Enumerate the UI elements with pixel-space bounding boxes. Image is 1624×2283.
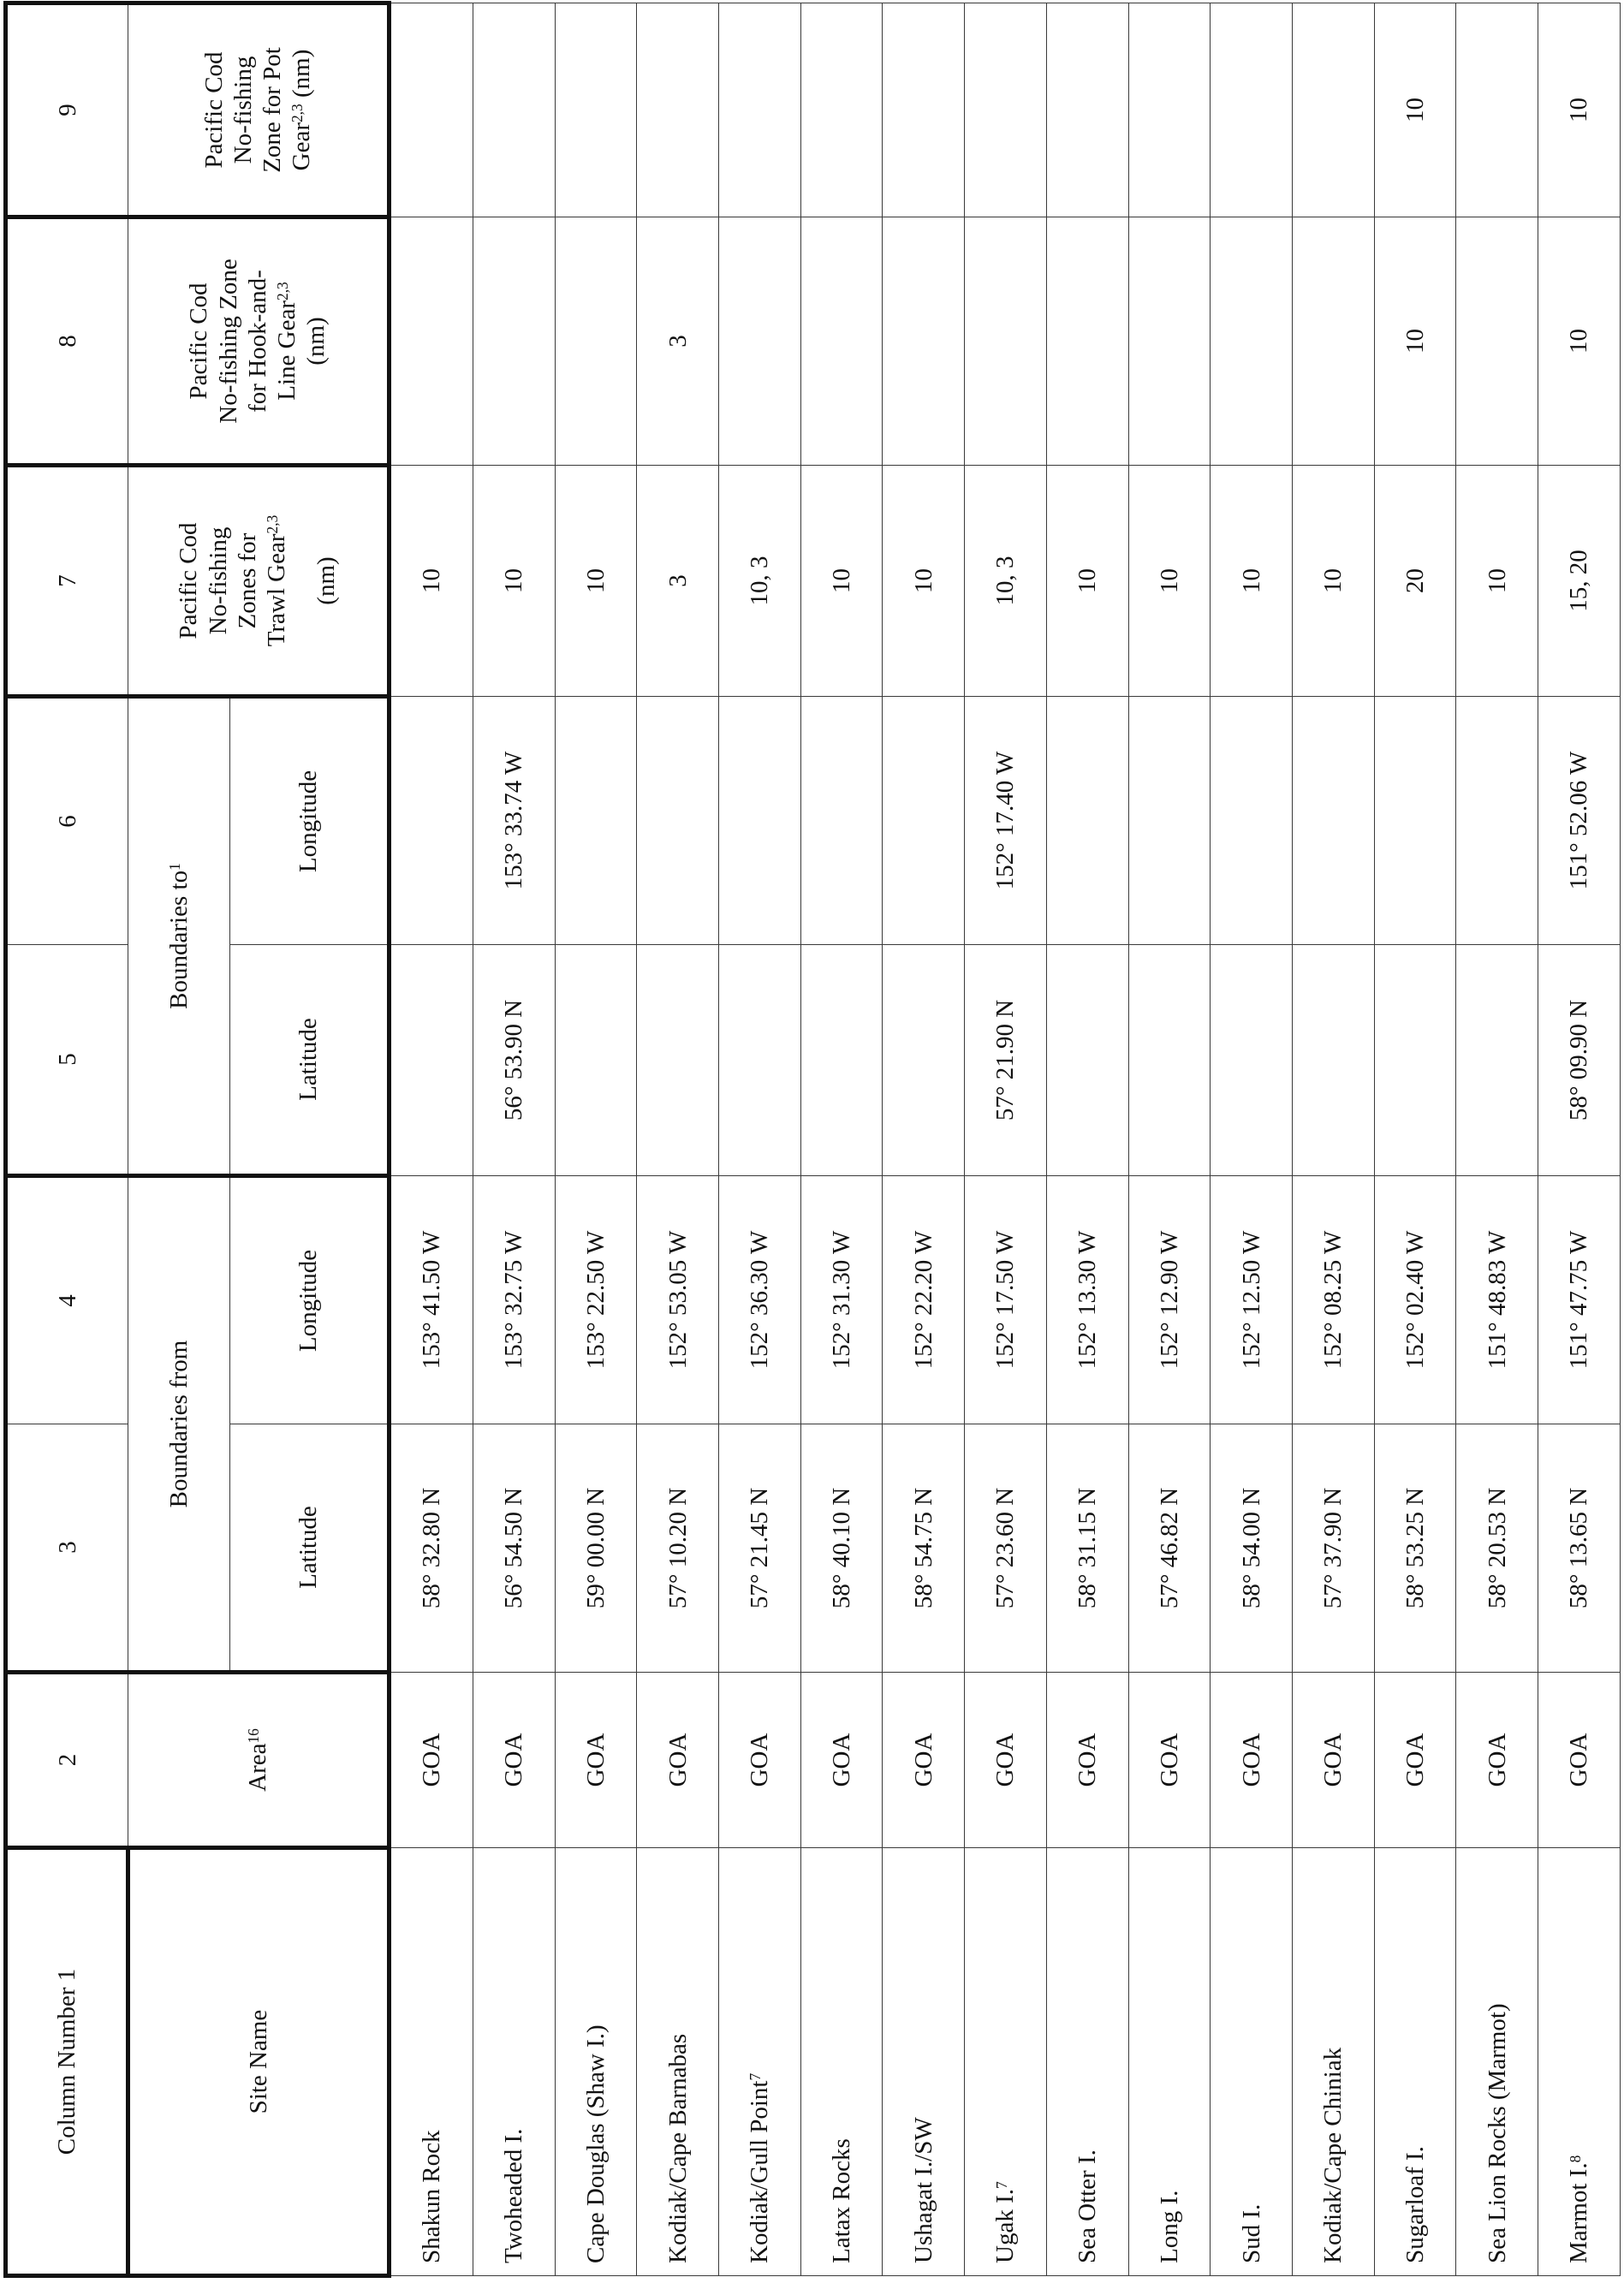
site-name-cell (1211, 1848, 1293, 2276)
table-row (719, 3, 801, 2276)
table-row (1374, 3, 1456, 2276)
site-name-cell (1456, 1848, 1538, 2276)
to-latitude-cell (1374, 945, 1456, 1176)
from-longitude-cell-text: 153° 41.50 W (418, 1230, 446, 1370)
area-cell (1128, 1673, 1211, 1848)
trawl-zone-cell-text: 10 (418, 568, 446, 593)
area-cell-text: GOA (828, 1733, 855, 1787)
site-name-cell-text: Marmot I. (1565, 2162, 1593, 2263)
to-latitude-cell-text: 58° 09.90 N (1565, 999, 1593, 1121)
to-longitude-cell-text: 153° 33.74 W (500, 751, 528, 890)
trawl-header-line-4 (262, 473, 291, 689)
trawl-zone-cell (1128, 466, 1211, 697)
from-latitude-cell (473, 1424, 555, 1673)
hook-and-line-zone-cell (390, 217, 473, 466)
from-longitude-cell-text: 152° 08.25 W (1319, 1230, 1347, 1370)
table-row (1456, 3, 1538, 2276)
boundaries-from-header: Boundaries from (128, 1176, 230, 1673)
table-row (1128, 3, 1211, 2276)
trawl-header-line-3: Zones for (233, 532, 261, 629)
hook-and-line-zone-cell (719, 217, 801, 466)
area-cell-text: GOA (418, 1733, 446, 1787)
site-name-cell-text: Kodiak/Cape Chiniak (1319, 2047, 1347, 2263)
hook-and-line-zone-cell (1538, 217, 1621, 466)
area-cell-text: GOA (1074, 1733, 1102, 1787)
trawl-zone-cell (637, 466, 719, 697)
site-name-cell-text: Kodiak/Cape Barnabas (663, 2033, 692, 2263)
hook-header-unit: (nm) (302, 317, 330, 366)
from-latitude-cell-text: 58° 53.25 N (1401, 1487, 1429, 1609)
to-longitude-cell (1211, 697, 1293, 945)
from-longitude-cell (555, 1176, 637, 1424)
trawl-header-line-1: Pacific Cod (175, 522, 203, 639)
from-latitude-header: Latitude (230, 1424, 390, 1673)
trawl-zone-cell-text: 10 (828, 568, 855, 593)
pot-header-line-4 (287, 10, 316, 210)
hook-and-line-zone-cell (883, 217, 965, 466)
pot-zone-cell (473, 3, 555, 217)
pot-zone-cell (637, 3, 719, 217)
table-body (390, 3, 1621, 2276)
trawl-zone-cell (883, 466, 965, 697)
area-cell (1456, 1673, 1538, 1848)
trawl-zone-cell (1456, 466, 1538, 697)
area-cell (1046, 1673, 1128, 1848)
to-longitude-cell (390, 697, 473, 945)
trawl-zone-cell-text: 10 (500, 568, 528, 593)
boundaries-to-header (128, 697, 230, 1176)
trawl-zone-cell (390, 466, 473, 697)
trawl-header-unit: (nm) (312, 556, 341, 605)
table-row (965, 3, 1047, 2276)
from-latitude-cell (1538, 1424, 1621, 1673)
to-latitude-cell (1292, 945, 1374, 1176)
area-header-text: Area (243, 1743, 271, 1792)
pot-zone-cell (555, 3, 637, 217)
site-footnote: 7 (747, 2072, 764, 2081)
hook-and-line-zone-cell (1046, 217, 1128, 466)
site-name-header (128, 1848, 390, 2276)
trawl-header-footnote: 2,3 (264, 514, 282, 534)
site-name-cell-text: Cape Douglas (Shaw I.) (581, 2024, 610, 2263)
from-longitude-cell-text: 152° 36.30 W (746, 1230, 774, 1370)
hook-and-line-zone-cell-text: 10 (1565, 329, 1593, 354)
from-longitude-cell (965, 1176, 1047, 1424)
pot-zone-cell (883, 3, 965, 217)
trawl-zone-cell (1046, 466, 1128, 697)
from-longitude-cell (719, 1176, 801, 1424)
from-longitude-cell-text: 153° 22.50 W (581, 1230, 610, 1370)
pot-zone-cell (1374, 3, 1456, 217)
column-number-9: 9 (6, 3, 128, 217)
from-latitude-cell-text: 58° 31.15 N (1074, 1487, 1102, 1609)
from-latitude-cell (1046, 1424, 1128, 1673)
pot-zone-cell-text: 10 (1565, 98, 1593, 122)
area-cell (883, 1673, 965, 1848)
pot-header-line-2: No-fishing (229, 56, 257, 164)
table-row (1538, 3, 1621, 2276)
site-name-cell-text: Twoheaded I. (500, 2128, 528, 2263)
from-longitude-cell-text: 152° 02.40 W (1401, 1230, 1429, 1370)
to-longitude-cell (1292, 697, 1374, 945)
hook-and-line-zone-cell (555, 217, 637, 466)
site-footnote: 7 (992, 2181, 1010, 2190)
trawl-zone-cell (1211, 466, 1293, 697)
from-latitude-cell-text: 57° 21.45 N (746, 1487, 774, 1609)
from-latitude-cell-text: 56° 54.50 N (500, 1487, 528, 1609)
to-latitude-cell (1211, 945, 1293, 1176)
to-longitude-cell (637, 697, 719, 945)
hook-and-line-zone-cell (473, 217, 555, 466)
table-row (390, 3, 473, 2276)
from-latitude-cell (1292, 1424, 1374, 1673)
from-longitude-cell (1538, 1176, 1621, 1424)
site-name-cell-text: Sugarloaf I. (1401, 2146, 1429, 2263)
hook-and-line-zone-cell (1128, 217, 1211, 466)
from-longitude-cell-text: 152° 53.05 W (663, 1230, 692, 1370)
from-longitude-cell-text: 151° 48.83 W (1483, 1230, 1511, 1370)
trawl-zone-cell-text: 10 (1319, 568, 1347, 593)
to-latitude-cell (473, 945, 555, 1176)
column-number-5: 5 (6, 945, 128, 1176)
header-row (128, 3, 230, 2276)
from-longitude-cell (637, 1176, 719, 1424)
from-longitude-cell (1211, 1176, 1293, 1424)
to-longitude-cell (1374, 697, 1456, 945)
table-row (800, 3, 883, 2276)
area-cell (1292, 1673, 1374, 1848)
to-latitude-cell-text: 57° 21.90 N (991, 999, 1020, 1121)
area-cell (965, 1673, 1047, 1848)
area-cell-text: GOA (500, 1733, 528, 1787)
from-latitude-cell (1374, 1424, 1456, 1673)
hook-header-line-4 (272, 224, 301, 458)
trawl-zone-cell-text: 3 (663, 574, 692, 587)
from-latitude-cell-text: 58° 54.00 N (1237, 1487, 1265, 1609)
pot-zone-cell (1292, 3, 1374, 217)
hook-header-line-4-text: Line Gear (273, 300, 301, 401)
site-name-cell (1538, 1848, 1621, 2276)
from-longitude-header: Longitude (230, 1176, 390, 1424)
to-latitude-cell (555, 945, 637, 1176)
from-latitude-cell-text: 57° 37.90 N (1319, 1487, 1347, 1609)
to-latitude-cell (719, 945, 801, 1176)
pot-zone-cell (1128, 3, 1211, 217)
trawl-zone-cell (555, 466, 637, 697)
from-longitude-cell-text: 152° 12.50 W (1237, 1230, 1265, 1370)
hook-and-line-zone-cell (637, 217, 719, 466)
table-row (637, 3, 719, 2276)
trawl-zone-cell-text: 10 (1155, 568, 1183, 593)
to-longitude-cell-text: 152° 17.40 W (991, 751, 1020, 890)
trawl-zone-cell (965, 466, 1047, 697)
to-latitude-cell (390, 945, 473, 1176)
from-longitude-cell (1128, 1176, 1211, 1424)
from-longitude-cell (1456, 1176, 1538, 1424)
area-cell-text: GOA (581, 1733, 610, 1787)
site-name-cell-text: Kodiak/Gull Point (746, 2080, 774, 2263)
table-row (1292, 3, 1374, 2276)
trawl-zone-cell-text: 15, 20 (1565, 550, 1593, 612)
pot-gear-header (128, 3, 390, 217)
area-cell (800, 1673, 883, 1848)
from-longitude-cell (1292, 1176, 1374, 1424)
site-name-cell-text: Sud I. (1237, 2203, 1265, 2263)
from-latitude-cell-text: 57° 46.82 N (1155, 1487, 1183, 1609)
trawl-zone-cell-text: 10 (1483, 568, 1511, 593)
to-latitude-cell (1128, 945, 1211, 1176)
pot-zone-cell (965, 3, 1047, 217)
site-name-cell-text: Long I. (1155, 2190, 1183, 2263)
from-longitude-cell (390, 1176, 473, 1424)
column-number-6: 6 (6, 697, 128, 945)
to-latitude-cell (1046, 945, 1128, 1176)
table-row (883, 3, 965, 2276)
pot-header-line-3: Zone for Pot (259, 47, 286, 173)
trawl-header-line-4-text: Trawl Gear (263, 533, 291, 647)
pot-zone-cell (1046, 3, 1128, 217)
column-number-8: 8 (6, 217, 128, 466)
table-row (555, 3, 637, 2276)
from-longitude-cell-text: 153° 32.75 W (500, 1230, 528, 1370)
to-longitude-cell (800, 697, 883, 945)
hook-and-line-zone-cell-text: 3 (663, 335, 692, 348)
from-latitude-cell (719, 1424, 801, 1673)
to-latitude-cell (965, 945, 1047, 1176)
site-name-cell (473, 1848, 555, 2276)
trawl-zone-cell (1538, 466, 1621, 697)
hook-and-line-zone-cell (800, 217, 883, 466)
trawl-zone-cell-text: 20 (1401, 568, 1429, 593)
pot-zone-cell (1456, 3, 1538, 217)
area-cell-text: GOA (1483, 1733, 1511, 1787)
site-name-cell-text: Ushagat I./SW (909, 2117, 937, 2263)
from-longitude-cell (1046, 1176, 1128, 1424)
from-longitude-cell (800, 1176, 883, 1424)
from-latitude-cell (965, 1424, 1047, 1673)
hook-header-line-2: No-fishing Zone (214, 259, 242, 424)
area-cell-text: GOA (663, 1733, 692, 1787)
column-number-3: 3 (6, 1424, 128, 1673)
from-latitude-cell-text: 57° 10.20 N (663, 1487, 692, 1609)
from-latitude-cell-text: 58° 40.10 N (828, 1487, 855, 1609)
site-name-cell (965, 1848, 1047, 2276)
from-longitude-cell-text: 152° 22.20 W (909, 1230, 937, 1370)
to-longitude-cell (1538, 697, 1621, 945)
hook-and-line-zone-cell (1211, 217, 1293, 466)
to-longitude-cell (883, 697, 965, 945)
site-name-cell (555, 1848, 637, 2276)
site-name-cell (637, 1848, 719, 2276)
to-latitude-cell (637, 945, 719, 1176)
area-cell-text: GOA (1237, 1733, 1265, 1787)
trawl-zone-cell-text: 10 (1237, 568, 1265, 593)
from-latitude-cell-text: 59° 00.00 N (581, 1487, 610, 1609)
from-longitude-cell-text: 152° 13.30 W (1074, 1230, 1102, 1370)
from-longitude-cell-text: 152° 12.90 W (1155, 1230, 1183, 1370)
table-row (1046, 3, 1128, 2276)
to-longitude-cell (1456, 697, 1538, 945)
from-longitude-cell (883, 1176, 965, 1424)
from-latitude-cell (555, 1424, 637, 1673)
hook-and-line-zone-cell-text: 10 (1401, 329, 1429, 354)
site-name-cell-text: Sea Otter I. (1074, 2149, 1102, 2263)
pot-header-unit: (nm) (288, 49, 316, 98)
area-cell-text: GOA (746, 1733, 774, 1787)
table-row (1211, 3, 1293, 2276)
trawl-header-line-2: No-fishing (204, 526, 232, 635)
from-latitude-cell-text: 58° 32.80 N (418, 1487, 446, 1609)
area-cell-text: GOA (991, 1733, 1020, 1787)
to-latitude-cell (1538, 945, 1621, 1176)
area-cell (390, 1673, 473, 1848)
pot-header-footnote: 2,3 (289, 104, 306, 123)
from-latitude-cell-text: 58° 13.65 N (1565, 1487, 1593, 1609)
to-latitude-cell (1456, 945, 1538, 1176)
to-latitude-cell (800, 945, 883, 1176)
site-name-cell (1374, 1848, 1456, 2276)
from-longitude-cell-text: 152° 31.30 W (828, 1230, 855, 1370)
from-longitude-cell-text: 151° 47.75 W (1565, 1230, 1593, 1370)
to-longitude-cell (1046, 697, 1128, 945)
site-name-cell (390, 1848, 473, 2276)
pot-zone-cell (1211, 3, 1293, 217)
hook-and-line-zone-cell (1292, 217, 1374, 466)
area-cell (1538, 1673, 1621, 1848)
area-cell (637, 1673, 719, 1848)
hook-and-line-gear-header (128, 217, 390, 466)
area-cell (719, 1673, 801, 1848)
pot-header-line-1: Pacific Cod (199, 51, 228, 169)
area-cell (1374, 1673, 1456, 1848)
from-latitude-cell (883, 1424, 965, 1673)
from-latitude-cell-text: 57° 23.60 N (991, 1487, 1020, 1609)
from-latitude-cell (1211, 1424, 1293, 1673)
trawl-zone-cell-text: 10 (909, 568, 937, 593)
trawl-zone-cell (719, 466, 801, 697)
site-name-cell (1292, 1848, 1374, 2276)
to-longitude-cell-text: 151° 52.06 W (1565, 751, 1593, 890)
trawl-gear-header (128, 466, 390, 697)
hook-header-line-1: Pacific Cod (185, 282, 213, 400)
site-name-cell-text: Shakun Rock (418, 2130, 446, 2263)
to-longitude-header: Longitude (230, 697, 390, 945)
hook-header-footnote: 2,3 (274, 282, 292, 300)
to-longitude-cell (1128, 697, 1211, 945)
to-longitude-cell (719, 697, 801, 945)
to-longitude-cell (555, 697, 637, 945)
hook-and-line-zone-cell (965, 217, 1047, 466)
to-longitude-cell (473, 697, 555, 945)
site-name-cell (800, 1848, 883, 2276)
pot-zone-cell (800, 3, 883, 217)
pot-zone-cell (719, 3, 801, 217)
from-longitude-cell-text: 152° 17.50 W (991, 1230, 1020, 1370)
hook-and-line-zone-cell (1456, 217, 1538, 466)
to-longitude-cell (965, 697, 1047, 945)
site-name-header-text: Site Name (244, 2009, 272, 2114)
trawl-zone-cell (473, 466, 555, 697)
from-latitude-cell (1128, 1424, 1211, 1673)
table-row (473, 3, 555, 2276)
trawl-zone-cell (1292, 466, 1374, 697)
from-longitude-cell (473, 1176, 555, 1424)
pot-zone-cell (1538, 3, 1621, 217)
hook-and-line-zone-cell (1374, 217, 1456, 466)
area-cell (555, 1673, 637, 1848)
site-name-cell (883, 1848, 965, 2276)
column-number-7: 7 (6, 466, 128, 697)
trawl-zone-cell-text: 10 (581, 568, 610, 593)
trawl-zone-cell-text: 10, 3 (746, 556, 774, 606)
site-name-cell-text: Ugak I. (991, 2189, 1020, 2263)
from-longitude-cell (1374, 1176, 1456, 1424)
site-footnote: 8 (1566, 2155, 1584, 2163)
to-latitude-cell (883, 945, 965, 1176)
boundaries-to-footnote: 1 (166, 863, 184, 871)
from-latitude-cell (637, 1424, 719, 1673)
hook-header-line-3: for Hook-and- (243, 270, 271, 413)
from-latitude-cell (1456, 1424, 1538, 1673)
area-cell-text: GOA (1155, 1733, 1183, 1787)
boundaries-to-header-text: Boundaries to (164, 870, 193, 1009)
from-latitude-cell-text: 58° 20.53 N (1483, 1487, 1511, 1609)
trawl-zone-cell (1374, 466, 1456, 697)
trawl-zone-cell-text: 10 (1074, 568, 1102, 593)
area-cell-text: GOA (1565, 1733, 1593, 1787)
site-name-cell-text: Sea Lion Rocks (Marmot) (1483, 2003, 1511, 2263)
trawl-zone-cell-text: 10, 3 (991, 556, 1020, 606)
steller-sea-lion-site-table (3, 1, 1621, 2278)
area-header (128, 1673, 390, 1848)
pot-header-line-4-text: Gear (288, 122, 316, 171)
site-name-cell (1128, 1848, 1211, 2276)
column-number-4: 4 (6, 1176, 128, 1424)
area-header-footnote: 16 (245, 1728, 263, 1744)
from-latitude-cell (800, 1424, 883, 1673)
pot-zone-cell-text: 10 (1401, 98, 1429, 122)
from-latitude-cell (390, 1424, 473, 1673)
to-latitude-cell-text: 56° 53.90 N (500, 999, 528, 1121)
site-name-cell-text: Latax Rocks (828, 2138, 855, 2263)
from-latitude-cell-text: 58° 54.75 N (909, 1487, 937, 1609)
area-cell-text: GOA (909, 1733, 937, 1787)
column-number-1: Column Number 1 (6, 1848, 128, 2276)
column-number-2: 2 (6, 1673, 128, 1848)
area-cell (1211, 1673, 1293, 1848)
site-name-cell (1046, 1848, 1128, 2276)
trawl-zone-cell (800, 466, 883, 697)
to-latitude-header: Latitude (230, 945, 390, 1176)
column-number-row (6, 3, 128, 2276)
pot-zone-cell (390, 3, 473, 217)
area-cell (473, 1673, 555, 1848)
area-cell-text: GOA (1319, 1733, 1347, 1787)
area-cell-text: GOA (1401, 1733, 1429, 1787)
site-name-cell (719, 1848, 801, 2276)
